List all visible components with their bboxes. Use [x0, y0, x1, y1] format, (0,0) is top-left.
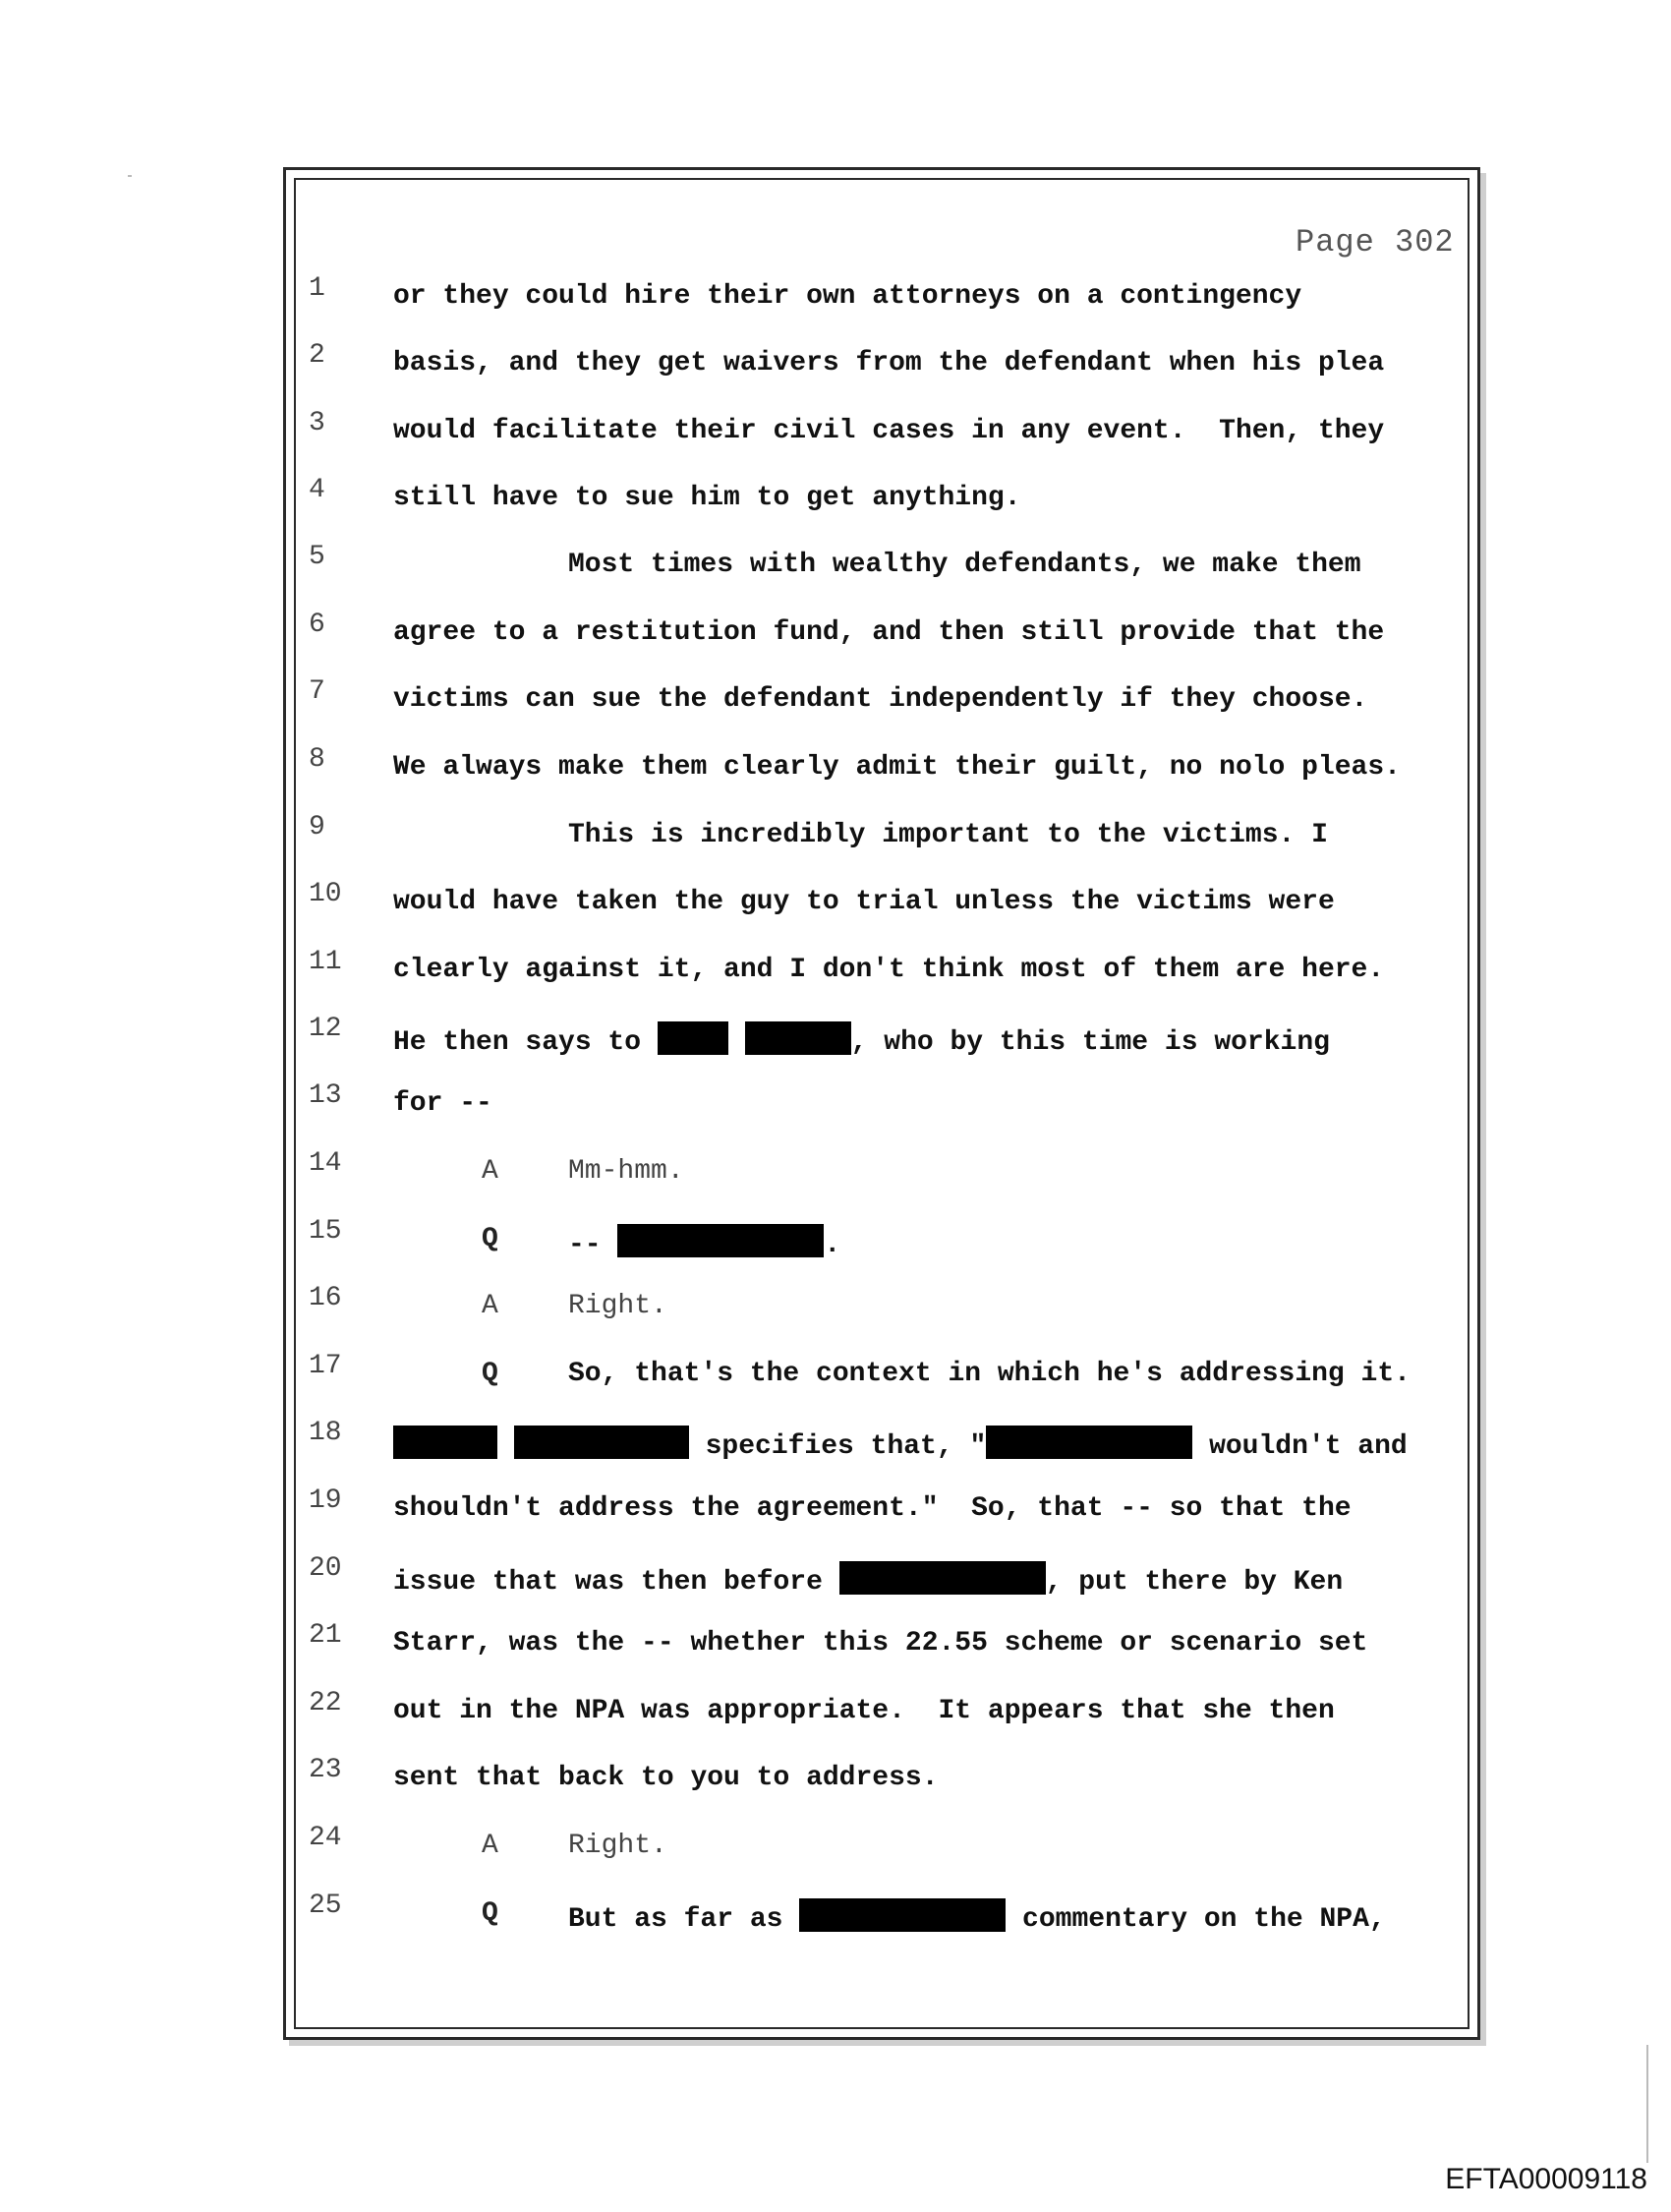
transcript-line	[0, 1418, 1474, 1467]
line-number: 7	[309, 676, 325, 707]
line-text-part: --	[568, 1230, 618, 1260]
transcript-line	[0, 610, 1474, 659]
speaker-label: A	[482, 1831, 498, 1861]
redaction-bar	[745, 1021, 851, 1055]
redaction-bar	[799, 1898, 1006, 1932]
line-text-part: specifies that, "	[688, 1431, 987, 1462]
line-number: 21	[309, 1620, 342, 1651]
transcript-line	[0, 1688, 1474, 1737]
transcript-line	[0, 1620, 1474, 1669]
line-number: 11	[309, 947, 342, 977]
line-number: 20	[309, 1553, 342, 1584]
line-text: Mm-hmm.	[568, 1156, 684, 1187]
line-number: 19	[309, 1485, 342, 1516]
line-number: 3	[309, 408, 325, 438]
transcript-line	[0, 542, 1474, 591]
line-text: basis, and they get waivers from the defendant when his plea	[393, 348, 1385, 378]
line-text: still have to sue him to get anything.	[393, 483, 1021, 513]
line-text-part: , who by this time is working	[850, 1027, 1330, 1058]
line-text-part: But as far as	[568, 1904, 800, 1935]
line-text: sent that back to you to address.	[393, 1763, 939, 1793]
line-number: 9	[309, 812, 325, 843]
line-text	[568, 1224, 840, 1260]
redaction-bar	[658, 1021, 728, 1055]
line-text: So, that's the context in which he's addressing it.	[568, 1359, 1411, 1389]
line-number: 14	[309, 1148, 342, 1179]
redaction-bar	[986, 1426, 1192, 1459]
redaction-bar	[839, 1561, 1046, 1595]
transcript-line	[0, 947, 1474, 996]
line-text: Right.	[568, 1831, 667, 1861]
transcript-line	[0, 744, 1474, 793]
transcript-line	[0, 1891, 1474, 1940]
line-text: agree to a restitution fund, and then still provide that the	[393, 617, 1385, 648]
line-text: Most times with wealthy defendants, we make them	[568, 550, 1361, 580]
line-number: 13	[309, 1080, 342, 1111]
line-text: clearly against it, and I don't think most of them are here.	[393, 955, 1385, 985]
line-number: 22	[309, 1688, 342, 1718]
transcript-line	[0, 340, 1474, 389]
transcript-line	[0, 1755, 1474, 1804]
transcript-line	[0, 1080, 1474, 1130]
line-text	[393, 1426, 1408, 1462]
line-text: victims can sue the defendant independently if they choose.	[393, 684, 1368, 715]
line-text-part: issue that was then before	[393, 1567, 839, 1598]
transcript-line	[0, 1351, 1474, 1400]
line-number: 12	[309, 1014, 342, 1044]
line-number: 15	[309, 1216, 342, 1247]
line-text: We always make them clearly admit their guilt, no nolo pleas.	[393, 752, 1401, 783]
line-number: 10	[309, 879, 342, 909]
line-text: Right.	[568, 1291, 667, 1321]
line-text: or they could hire their own attorneys on a contingency	[393, 281, 1302, 312]
line-number: 16	[309, 1283, 342, 1313]
line-text-part: commentary on the NPA,	[1006, 1904, 1386, 1935]
transcript-line	[0, 1283, 1474, 1332]
line-text: shouldn't address the agreement." So, that -- so that the	[393, 1493, 1352, 1524]
transcript-line	[0, 1148, 1474, 1197]
speaker-label: Q	[482, 1224, 498, 1254]
line-text	[393, 1561, 1343, 1598]
line-text	[393, 1021, 1330, 1058]
line-text-part: .	[824, 1230, 841, 1260]
transcript-line	[0, 812, 1474, 861]
line-number: 4	[309, 475, 325, 505]
line-text-part: He then says to	[393, 1027, 658, 1058]
line-text: Starr, was the -- whether this 22.55 scheme or scenario set	[393, 1628, 1368, 1659]
line-number: 23	[309, 1755, 342, 1785]
scan-speck	[128, 175, 132, 177]
line-number: 8	[309, 744, 325, 775]
line-text: for --	[393, 1088, 492, 1119]
transcript-line	[0, 1216, 1474, 1265]
line-text: would have taken the guy to trial unless the victims were	[393, 887, 1335, 917]
redaction-bar	[514, 1426, 689, 1459]
page-number: Page 302	[1296, 224, 1455, 261]
transcript-line	[0, 408, 1474, 457]
line-text: would facilitate their civil cases in any event. Then, they	[393, 416, 1385, 446]
line-number: 6	[309, 610, 325, 640]
line-number: 5	[309, 542, 325, 572]
speaker-label: A	[482, 1291, 498, 1321]
line-number: 2	[309, 340, 325, 371]
bates-number: EFTA00009118	[1445, 2163, 1647, 2195]
line-number: 17	[309, 1351, 342, 1381]
transcript-line	[0, 676, 1474, 726]
line-number: 24	[309, 1823, 342, 1853]
speaker-label: A	[482, 1156, 498, 1187]
line-text-part: , put there by Ken	[1045, 1567, 1344, 1598]
transcript-line	[0, 1014, 1474, 1063]
line-text: This is incredibly important to the victims. I	[568, 820, 1328, 850]
transcript-line	[0, 273, 1474, 322]
line-number: 1	[309, 273, 325, 304]
redaction-bar	[393, 1426, 497, 1459]
speaker-label: Q	[482, 1359, 498, 1389]
transcript-line	[0, 879, 1474, 928]
transcript-line	[0, 1485, 1474, 1535]
transcript-line	[0, 1553, 1474, 1602]
redaction-bar	[617, 1224, 824, 1257]
line-number: 18	[309, 1418, 342, 1448]
line-text	[568, 1898, 1386, 1935]
line-text-part: wouldn't and	[1192, 1431, 1408, 1462]
transcript-line	[0, 1823, 1474, 1872]
speaker-label: Q	[482, 1898, 498, 1929]
scan-margin-line	[1646, 2045, 1648, 2163]
transcript-line	[0, 475, 1474, 524]
line-number: 25	[309, 1891, 342, 1921]
line-text: out in the NPA was appropriate. It appears that she then	[393, 1696, 1335, 1726]
